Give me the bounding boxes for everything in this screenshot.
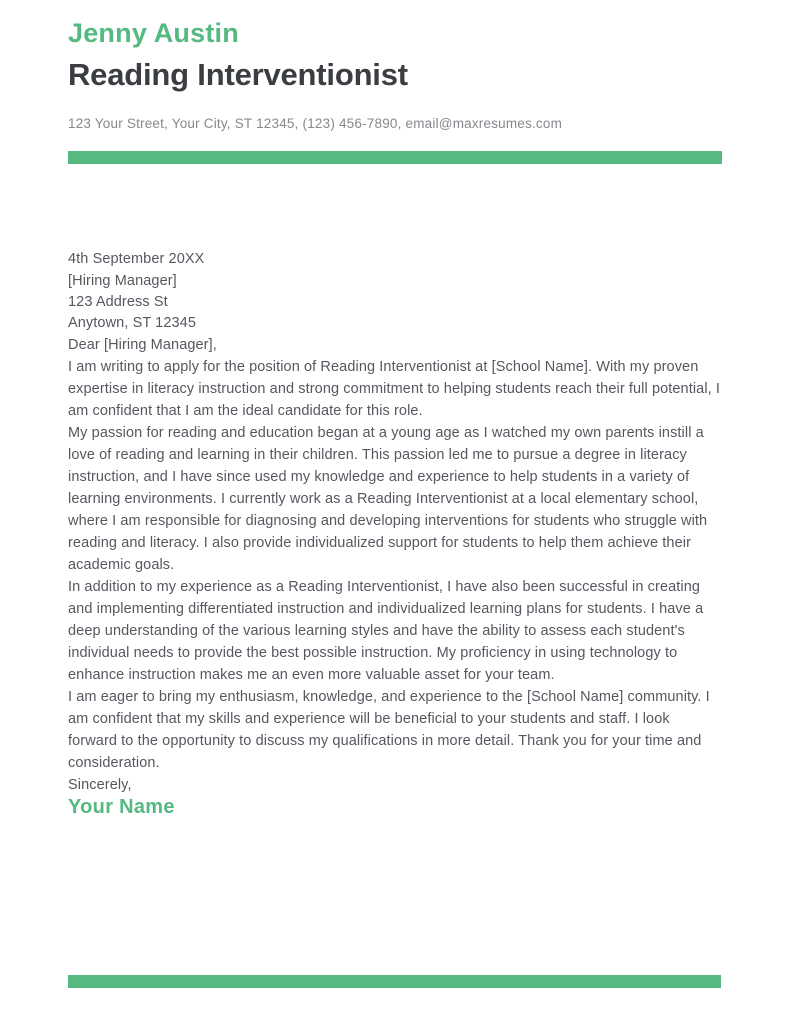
footer-divider-bar <box>68 975 721 988</box>
body-paragraph-2: My passion for reading and education began at a young age as I watched my own parents instill a love of reading and learning in their children. This passion led me to pursue a degree in literacy instruction, and I have since used my knowledge and experience to help students in a variety of learning environments. I currently work as a Reading Interventionist at a local elementary school, where I am responsible for diagnosing and developing interventions for students who struggle with reading and literacy. I also provide individualized support for students to help them achieve their academic goals. <box>68 425 708 574</box>
signature-name: Your Name <box>68 796 175 819</box>
letter-header <box>68 0 722 164</box>
job-title: Reading Interventionist <box>68 57 408 93</box>
address-line-2: Anytown, ST 12345 <box>68 315 196 332</box>
closing-line: Sincerely, <box>68 777 132 794</box>
recipient-name: [Hiring Manager] <box>68 273 177 290</box>
address-line-1: 123 Address St <box>68 294 168 311</box>
body-paragraph-1: I am writing to apply for the position of Reading Interventionist at [School Name]. With my proven expertise in literacy instruction and strong commitment to helping students reach their full potential, I am confident that I am the ideal candidate for this role. <box>68 359 721 420</box>
header-divider-bar <box>68 151 722 164</box>
applicant-name: Jenny Austin <box>68 18 239 48</box>
contact-info: 123 Your Street, Your City, ST 12345, (123) 456-7890, email@maxresumes.com <box>68 116 563 132</box>
salutation: Dear [Hiring Manager], <box>68 337 217 354</box>
letter-body <box>68 164 722 819</box>
body-paragraph-3: In addition to my experience as a Reading Interventionist, I have also been successful in creating and implementing differentiated instruction and individualized learning plans for students. I have a deep understanding of the various learning styles and have the ability to assess each student's individual needs to provide the best possible instruction. My proficiency in using technology to enhance instruction makes me an even more valuable asset for your team. <box>68 579 704 684</box>
letter-date: 4th September 20XX <box>68 251 205 268</box>
body-paragraph-4: I am eager to bring my enthusiasm, knowledge, and experience to the [School Name] community. I am confident that my skills and experience will be beneficial to your students and staff. I look forward to the opportunity to discuss my qualifications in more detail. Thank you for your time and consideration. <box>68 689 710 772</box>
recipient-address <box>68 292 722 334</box>
